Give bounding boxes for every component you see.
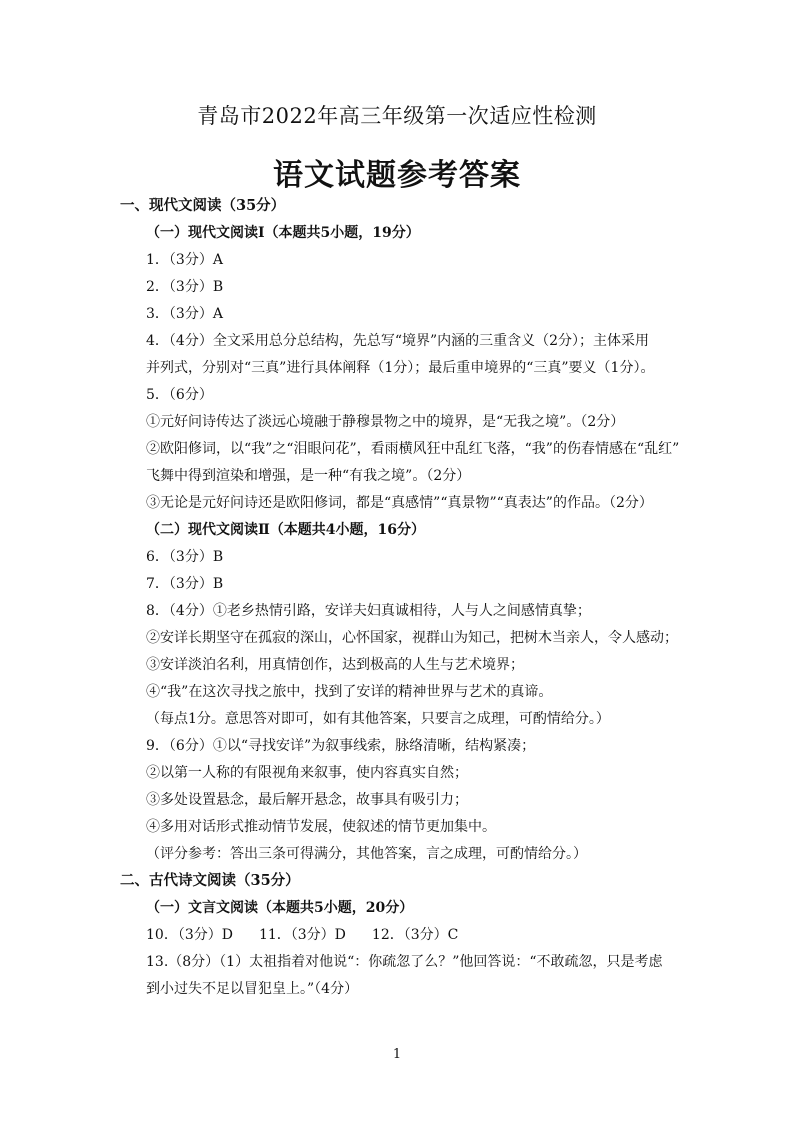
- page-number: 1: [392, 1047, 402, 1062]
- answer-line: ③多处设置悬念，最后解开悬念，故事具有吸引力；: [146, 792, 468, 808]
- answer-line: 3．（3分）A: [146, 306, 223, 322]
- scoring-note: （评分参考：答出三条可得满分，其他答案，言之成理，可酌情给分。）: [146, 846, 587, 862]
- document-subtitle: 语文试题参考答案: [273, 158, 521, 193]
- answer-line: 4．（4分）全文采用总分总结构，先总写“境界”内涵的三重含义（2分）；主体采用: [146, 333, 650, 349]
- subsection-heading-3: （一）文言文阅读（本题共5小题，20分）: [146, 900, 414, 916]
- answer-line: ①元好问诗传达了淡远心境融于静穆景物之中的境界，是“无我之境”。（2分）: [146, 414, 625, 430]
- answer-line: 飞舞中得到渲染和增强，是一种“有我之境”。（2分）: [146, 468, 471, 484]
- answer-line: ④“我”在这次寻找之旅中，找到了安详的精神世界与艺术的真谛。: [146, 684, 553, 700]
- answer-12: 12．（3分）C: [371, 927, 459, 943]
- answer-line: 并列式，分别对“三真”进行具体阐释（1分）；最后重申境界的“三真”要义（1分）。: [146, 360, 655, 376]
- answer-line: ④多用对话形式推动情节发展，使叙述的情节更加集中。: [146, 819, 496, 835]
- answer-11: 11．（3分）D: [258, 927, 346, 943]
- answer-line: ③安详淡泊名利，用真情创作，达到极高的人生与艺术境界；: [146, 657, 524, 673]
- answer-line: ③无论是元好问诗还是欧阳修词，都是“真感情”“真景物”“真表达”的作品。（2分）: [146, 495, 653, 511]
- document-title: 青岛市2022年高三年级第一次适应性检测: [197, 104, 597, 128]
- answer-line: ②安详长期坚守在孤寂的深山，心怀国家，视群山为知己，把树木当亲人，令人感动；: [146, 630, 678, 646]
- answer-line: 7．（3分）B: [146, 576, 224, 592]
- answer-line: 1．（3分）A: [146, 252, 223, 268]
- subsection-heading-2: （二）现代文阅读Ⅱ（本题共4小题，16分）: [146, 522, 426, 538]
- answer-10: 10．（3分）D: [146, 927, 233, 943]
- subsection-heading-1: （一）现代文阅读Ⅰ（本题共5小题，19分）: [146, 225, 420, 241]
- section-heading-2: 二、古代诗文阅读（35分）: [120, 872, 300, 889]
- answer-line: 8．（4分）①老乡热情引路，安详夫妇真诚相待，人与人之间感情真挚；: [146, 603, 591, 619]
- scoring-note: （每点1分。意思答对即可，如有其他答案，只要言之成理，可酌情给分。）: [146, 711, 610, 727]
- answer-line: [146, 925, 458, 945]
- answer-line: 到小过失不足以冒犯皇上。”（4分）: [146, 981, 359, 997]
- answer-line: 2．（3分）B: [146, 279, 224, 295]
- answer-line: ②欧阳修词，以“我”之“泪眼问花”，看雨横风狂中乱红飞落，“我”的伤春情感在“乱红”: [146, 441, 680, 457]
- answer-line: 9．（6分）①以“寻找安详”为叙事线索，脉络清晰，结构紧凑；: [146, 738, 536, 754]
- answer-line: 5．（6分）: [146, 387, 213, 403]
- answer-line: ②以第一人称的有限视角来叙事，使内容真实自然；: [146, 765, 468, 781]
- section-heading-1: 一、现代文阅读（35分）: [120, 197, 286, 214]
- answer-line: 13.（8分）（1）太祖指着对他说“：你疏忽了么？”他回答说：“不敢疏忽，只是考虑: [146, 954, 663, 970]
- answer-line: 6．（3分）B: [146, 549, 224, 565]
